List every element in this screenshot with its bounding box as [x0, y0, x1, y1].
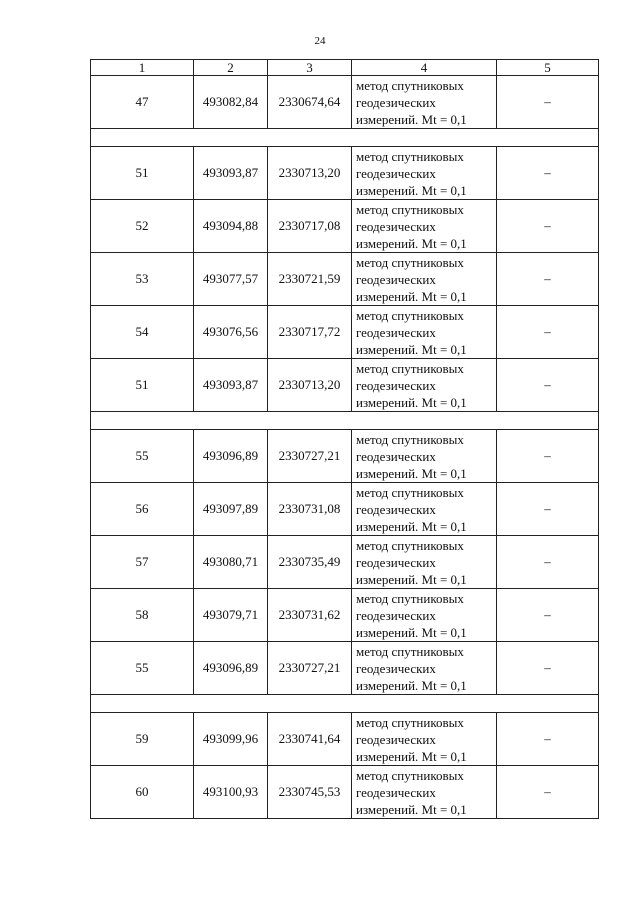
table-row — [91, 359, 599, 412]
table-row — [91, 430, 599, 483]
x-coordinate-cell: 493080,71 — [194, 536, 268, 589]
x-coordinate-cell: 493100,93 — [194, 766, 268, 819]
note-cell: – — [497, 76, 599, 129]
table-row — [91, 306, 599, 359]
y-coordinate-cell: 2330713,20 — [268, 147, 352, 200]
point-number-cell: 57 — [91, 536, 194, 589]
method-cell: метод спутниковых геодезических измерений. Mt = 0,1 — [352, 642, 497, 695]
separator-cell — [91, 695, 599, 713]
table-row — [91, 536, 599, 589]
y-coordinate-cell: 2330674,64 — [268, 76, 352, 129]
x-coordinate-cell: 493097,89 — [194, 483, 268, 536]
y-coordinate-cell: 2330727,21 — [268, 430, 352, 483]
method-cell: метод спутниковых геодезических измерений. Mt = 0,1 — [352, 483, 497, 536]
point-number-cell: 60 — [91, 766, 194, 819]
y-coordinate-cell: 2330717,72 — [268, 306, 352, 359]
x-coordinate-cell: 493076,56 — [194, 306, 268, 359]
table-separator-row — [91, 412, 599, 430]
y-coordinate-cell: 2330745,53 — [268, 766, 352, 819]
point-number-cell: 59 — [91, 713, 194, 766]
point-number-cell: 54 — [91, 306, 194, 359]
x-coordinate-cell: 493093,87 — [194, 147, 268, 200]
x-coordinate-cell: 493079,71 — [194, 589, 268, 642]
column-header: 3 — [268, 60, 352, 76]
column-header: 1 — [91, 60, 194, 76]
separator-cell — [91, 129, 599, 147]
x-coordinate-cell: 493094,88 — [194, 200, 268, 253]
note-cell: – — [497, 200, 599, 253]
method-cell: метод спутниковых геодезических измерений. Mt = 0,1 — [352, 253, 497, 306]
column-header: 5 — [497, 60, 599, 76]
table-row — [91, 766, 599, 819]
note-cell: – — [497, 642, 599, 695]
column-header: 4 — [352, 60, 497, 76]
separator-cell — [91, 412, 599, 430]
coordinates-table — [90, 59, 599, 819]
x-coordinate-cell: 493096,89 — [194, 430, 268, 483]
x-coordinate-cell: 493099,96 — [194, 713, 268, 766]
table-row — [91, 76, 599, 129]
table-row — [91, 589, 599, 642]
table-row — [91, 642, 599, 695]
page-number: 24 — [314, 35, 326, 47]
table-row — [91, 253, 599, 306]
method-cell: метод спутниковых геодезических измерений. Mt = 0,1 — [352, 713, 497, 766]
point-number-cell: 51 — [91, 147, 194, 200]
method-cell: метод спутниковых геодезических измерений. Mt = 0,1 — [352, 536, 497, 589]
point-number-cell: 58 — [91, 589, 194, 642]
point-number-cell: 56 — [91, 483, 194, 536]
note-cell: – — [497, 589, 599, 642]
table-body — [91, 76, 599, 819]
note-cell: – — [497, 483, 599, 536]
table-row — [91, 713, 599, 766]
note-cell: – — [497, 430, 599, 483]
method-cell: метод спутниковых геодезических измерений. Mt = 0,1 — [352, 76, 497, 129]
y-coordinate-cell: 2330727,21 — [268, 642, 352, 695]
point-number-cell: 51 — [91, 359, 194, 412]
table-row — [91, 147, 599, 200]
method-cell: метод спутниковых геодезических измерений. Mt = 0,1 — [352, 200, 497, 253]
x-coordinate-cell: 493077,57 — [194, 253, 268, 306]
note-cell: – — [497, 359, 599, 412]
y-coordinate-cell: 2330713,20 — [268, 359, 352, 412]
y-coordinate-cell: 2330731,62 — [268, 589, 352, 642]
x-coordinate-cell: 493093,87 — [194, 359, 268, 412]
method-cell: метод спутниковых геодезических измерений. Mt = 0,1 — [352, 359, 497, 412]
note-cell: – — [497, 766, 599, 819]
table-header-row — [91, 60, 599, 76]
x-coordinate-cell: 493082,84 — [194, 76, 268, 129]
point-number-cell: 55 — [91, 642, 194, 695]
table-separator-row — [91, 129, 599, 147]
note-cell: – — [497, 536, 599, 589]
note-cell: – — [497, 147, 599, 200]
table-row — [91, 483, 599, 536]
point-number-cell: 55 — [91, 430, 194, 483]
table-row — [91, 200, 599, 253]
note-cell: – — [497, 713, 599, 766]
y-coordinate-cell: 2330735,49 — [268, 536, 352, 589]
method-cell: метод спутниковых геодезических измерений. Mt = 0,1 — [352, 430, 497, 483]
table-separator-row — [91, 695, 599, 713]
method-cell: метод спутниковых геодезических измерений. Mt = 0,1 — [352, 306, 497, 359]
y-coordinate-cell: 2330717,08 — [268, 200, 352, 253]
y-coordinate-cell: 2330721,59 — [268, 253, 352, 306]
x-coordinate-cell: 493096,89 — [194, 642, 268, 695]
method-cell: метод спутниковых геодезических измерений. Mt = 0,1 — [352, 589, 497, 642]
note-cell: – — [497, 253, 599, 306]
column-header: 2 — [194, 60, 268, 76]
method-cell: метод спутниковых геодезических измерений. Mt = 0,1 — [352, 766, 497, 819]
y-coordinate-cell: 2330731,08 — [268, 483, 352, 536]
point-number-cell: 53 — [91, 253, 194, 306]
point-number-cell: 47 — [91, 76, 194, 129]
point-number-cell: 52 — [91, 200, 194, 253]
y-coordinate-cell: 2330741,64 — [268, 713, 352, 766]
note-cell: – — [497, 306, 599, 359]
method-cell: метод спутниковых геодезических измерений. Mt = 0,1 — [352, 147, 497, 200]
